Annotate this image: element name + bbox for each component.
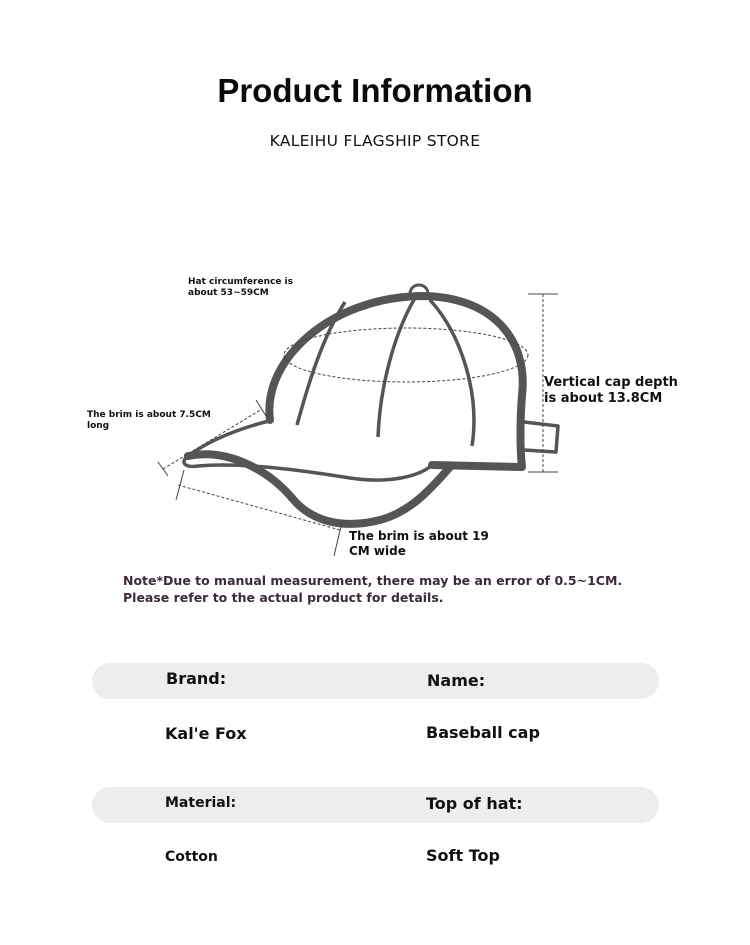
- name-value: Baseball cap: [426, 723, 540, 742]
- top-of-hat-label: Top of hat:: [426, 794, 523, 813]
- cap-seam-right: [430, 300, 474, 446]
- brim-width-line: [178, 485, 340, 530]
- measurement-note: Note*Due to manual measurement, there may be an error of 0.5~1CM. Please refer to the actual product for details.: [123, 573, 623, 605]
- brand-value: Kal'e Fox: [165, 724, 247, 743]
- depth-label: Vertical cap depth is about 13.8CM: [544, 375, 678, 407]
- material-value: Cotton: [165, 849, 218, 865]
- brand-label: Brand:: [166, 669, 227, 688]
- circumference-label: Hat circumference is about 53~59CM: [188, 277, 294, 299]
- cap-brim-top: [184, 420, 432, 480]
- cap-strap: [524, 422, 558, 452]
- page-title: Product Information: [217, 72, 533, 109]
- cap-seam-center: [378, 298, 415, 437]
- material-label: Material:: [165, 795, 237, 811]
- store-name: KALEIHU FLAGSHIP STORE: [269, 132, 481, 150]
- brim-length-label: The brim is about 7.5CM long: [87, 410, 211, 432]
- name-label: Name:: [427, 671, 486, 690]
- top-of-hat-value: Soft Top: [426, 846, 500, 865]
- brim-width-label: The brim is about 19 CM wide: [349, 529, 489, 558]
- cap-crown-outline: [269, 296, 522, 467]
